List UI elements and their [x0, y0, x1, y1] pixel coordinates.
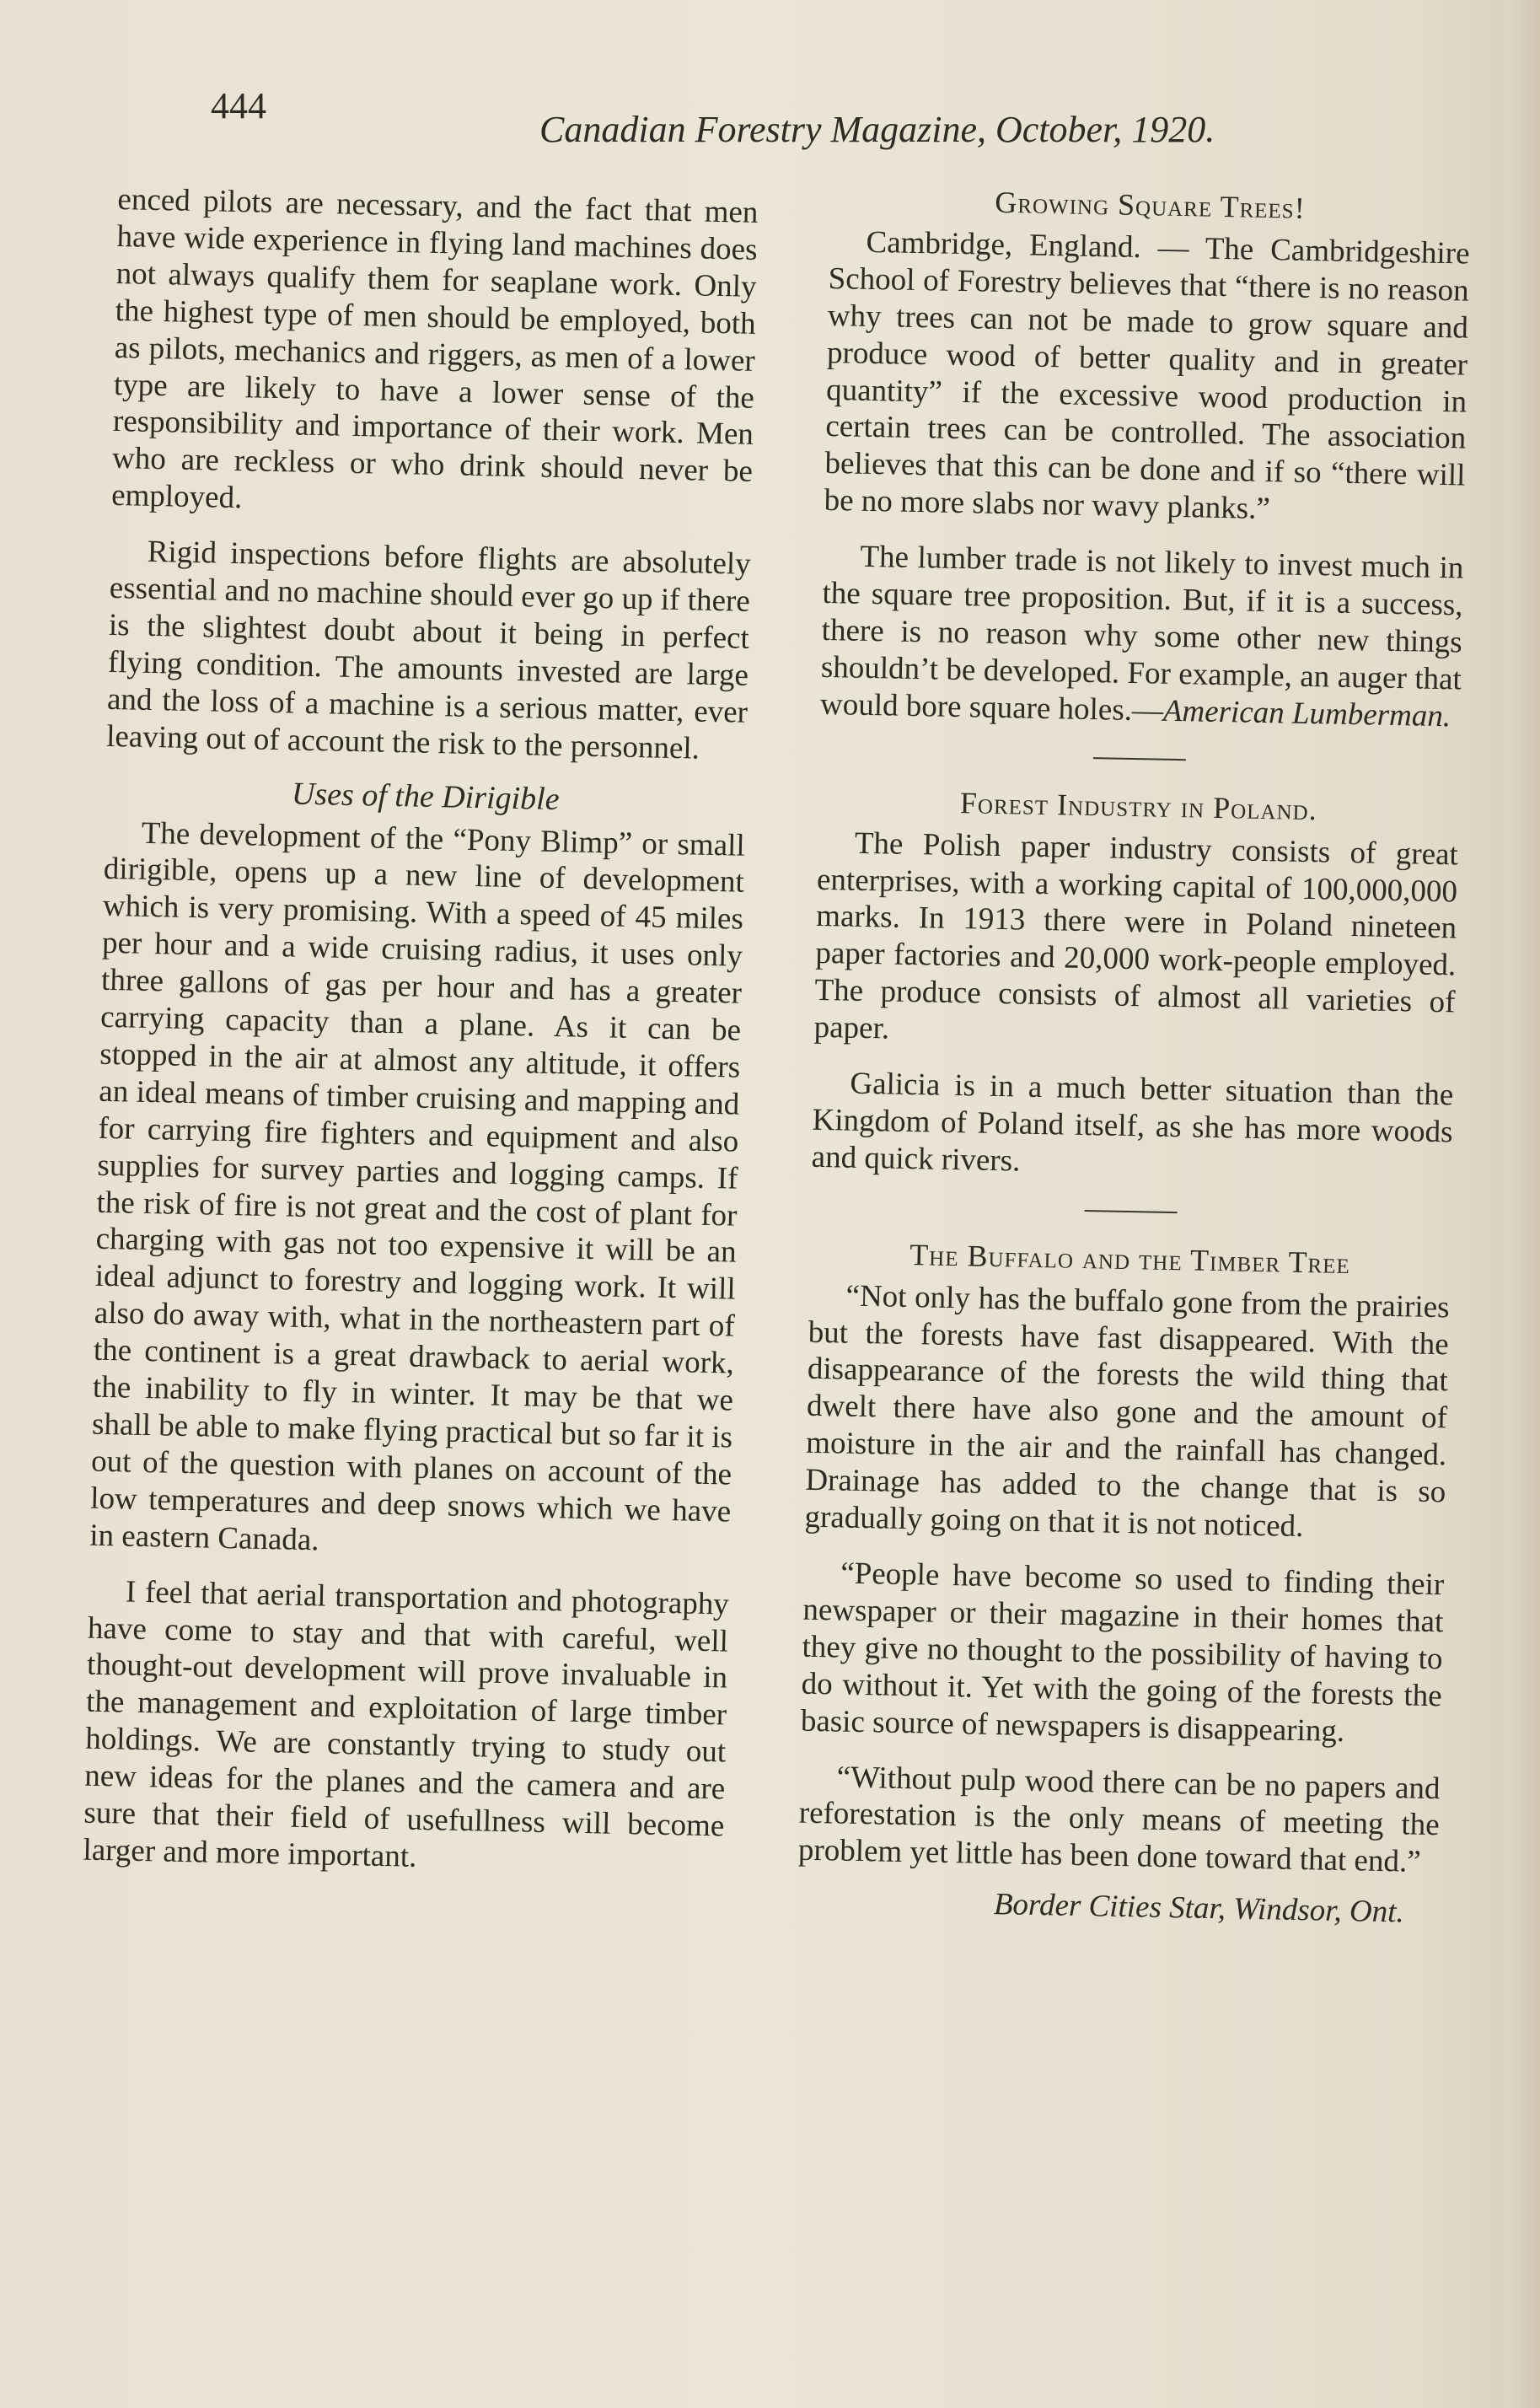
paragraph-pilots: enced pilots are necessary, and the fact that men have wide experience in flying land machines does not always qualify them for seaplane work. Only the highest type of men should be employed, both as pilots, mechanics and riggers, as men of a lower type are likely to have a lower sense of the responsibility and importance of their work. Men who are reckless or who drink should never be employed. — [110, 181, 759, 516]
paragraph-buffalo: “Not only has the buffalo gone from the prairies but the forests have fast disappeared. With the disappearance of the forests the wild thing that dwelt there have also gone and the amount of moisture in the air and the rainfall has changed. Drainage has added to the change that is so gradually going on that it is not noticed. — [804, 1278, 1450, 1545]
article-divider — [1085, 1210, 1178, 1213]
paragraph-pulp-wood: “Without pulp wood there can be no papers and reforestation is the only means of meeting the problem yet little has been done toward that end.” — [797, 1760, 1441, 1880]
paragraph-lumber-trade — [820, 538, 1464, 735]
paragraph-cambridge: Cambridge, England. — The Cambridgeshire School of Forestry believes that “there is no reason why trees can not be made to grow square and produce wood of better quality and in greater quantity” if the excessive wood production in certain trees can be controlled. The association believes that this can be done and if so “there will be no more slabs nor wavy planks.” — [824, 224, 1470, 527]
source-american-lumberman: American Lumberman. — [1162, 693, 1451, 734]
article-divider — [1093, 757, 1186, 761]
left-column — [83, 181, 759, 1882]
page-spine-edge — [1505, 0, 1540, 2408]
paragraph-galicia: Galicia is in a much better situation than the Kingdom of Poland itself, as she has more woods and quick rivers. — [811, 1066, 1454, 1179]
section-heading-dirigible: Uses of the Dirigible — [291, 776, 561, 817]
article-heading-square-trees: Growing Square Trees! — [995, 185, 1307, 225]
paragraph-inspections: Rigid inspections before flights are absolutely essential and no machine should ever go up if there is the slightest doubt about it being in perfect flying condition. The amounts invested are large and the loss of a machine is a serious matter, ever leaving out of account the risk to the personnel. — [105, 534, 752, 766]
article-heading-buffalo: The Buffalo and the Timber Tree — [909, 1237, 1351, 1280]
page-header — [211, 84, 1248, 160]
paragraph-aerial-transportation: I feel that aerial transportation and photography have come to stay and that with careful, well thought-out development will prove invaluable in the management and exploitation of large timber holdings. We are constantly trying to study out new ideas for the planes and the camera and are sure that their field of usefullness will become larger and more important. — [83, 1574, 730, 1874]
paragraph-pony-blimp: The development of the “Pony Blimp” or small dirigible, opens up a new line of development which is very promising. With a speed of 45 miles per hour and a wide cruising radius, it uses only three gallons of gas per hour and has a greater carrying capacity than a plane. As it can be stopped in the air at almost any altitude, it offers an ideal means of timber cruising and mapping and for carrying fire fighters and equipment and also supplies for survey parties and logging camps. If the risk of fire is not great and the cost of plant for charging with gas not too expensive it will be an ideal adjunct to forestry and logging work. It will also do away with, what in the northeastern part of the continent is a great drawback to aerial work, the inability to fly in winter. It may be that we shall be able to make flying practical but so far it is out of the question with planes on account of the low temperatures and deep snows which we have in eastern Canada. — [89, 815, 746, 1558]
lumber-trade-text: The lumber trade is not likely to invest much in the square tree proposition. But, if it is a success, there is no reason why some other new things shouldn’t be developed. For example, an auger that would bore square holes.— — [819, 539, 1464, 728]
right-column — [797, 181, 1470, 1932]
paragraph-polish-paper: The Polish paper industry consists of great enterprises, with a working capital of 100,000,000 marks. In 1913 there were in Poland nineteen paper factories and 20,000 work-people employed. The produce consists of almost all varieties of paper. — [813, 825, 1459, 1046]
article-heading-poland: Forest Industry in Poland. — [959, 785, 1318, 826]
running-head: Canadian Forestry Magazine, October, 1920. — [539, 109, 1215, 150]
source-border-cities-star: Border Cities Star, Windsor, Ont. — [993, 1887, 1405, 1930]
paragraph-newspaper: “People have become so used to finding their newspaper or their magazine in their homes that they give no thought to the possibility of having to do without it. Yet with the going of the forests the basic source of newspapers is disappearing. — [800, 1556, 1445, 1749]
page-number: 444 — [211, 85, 266, 126]
